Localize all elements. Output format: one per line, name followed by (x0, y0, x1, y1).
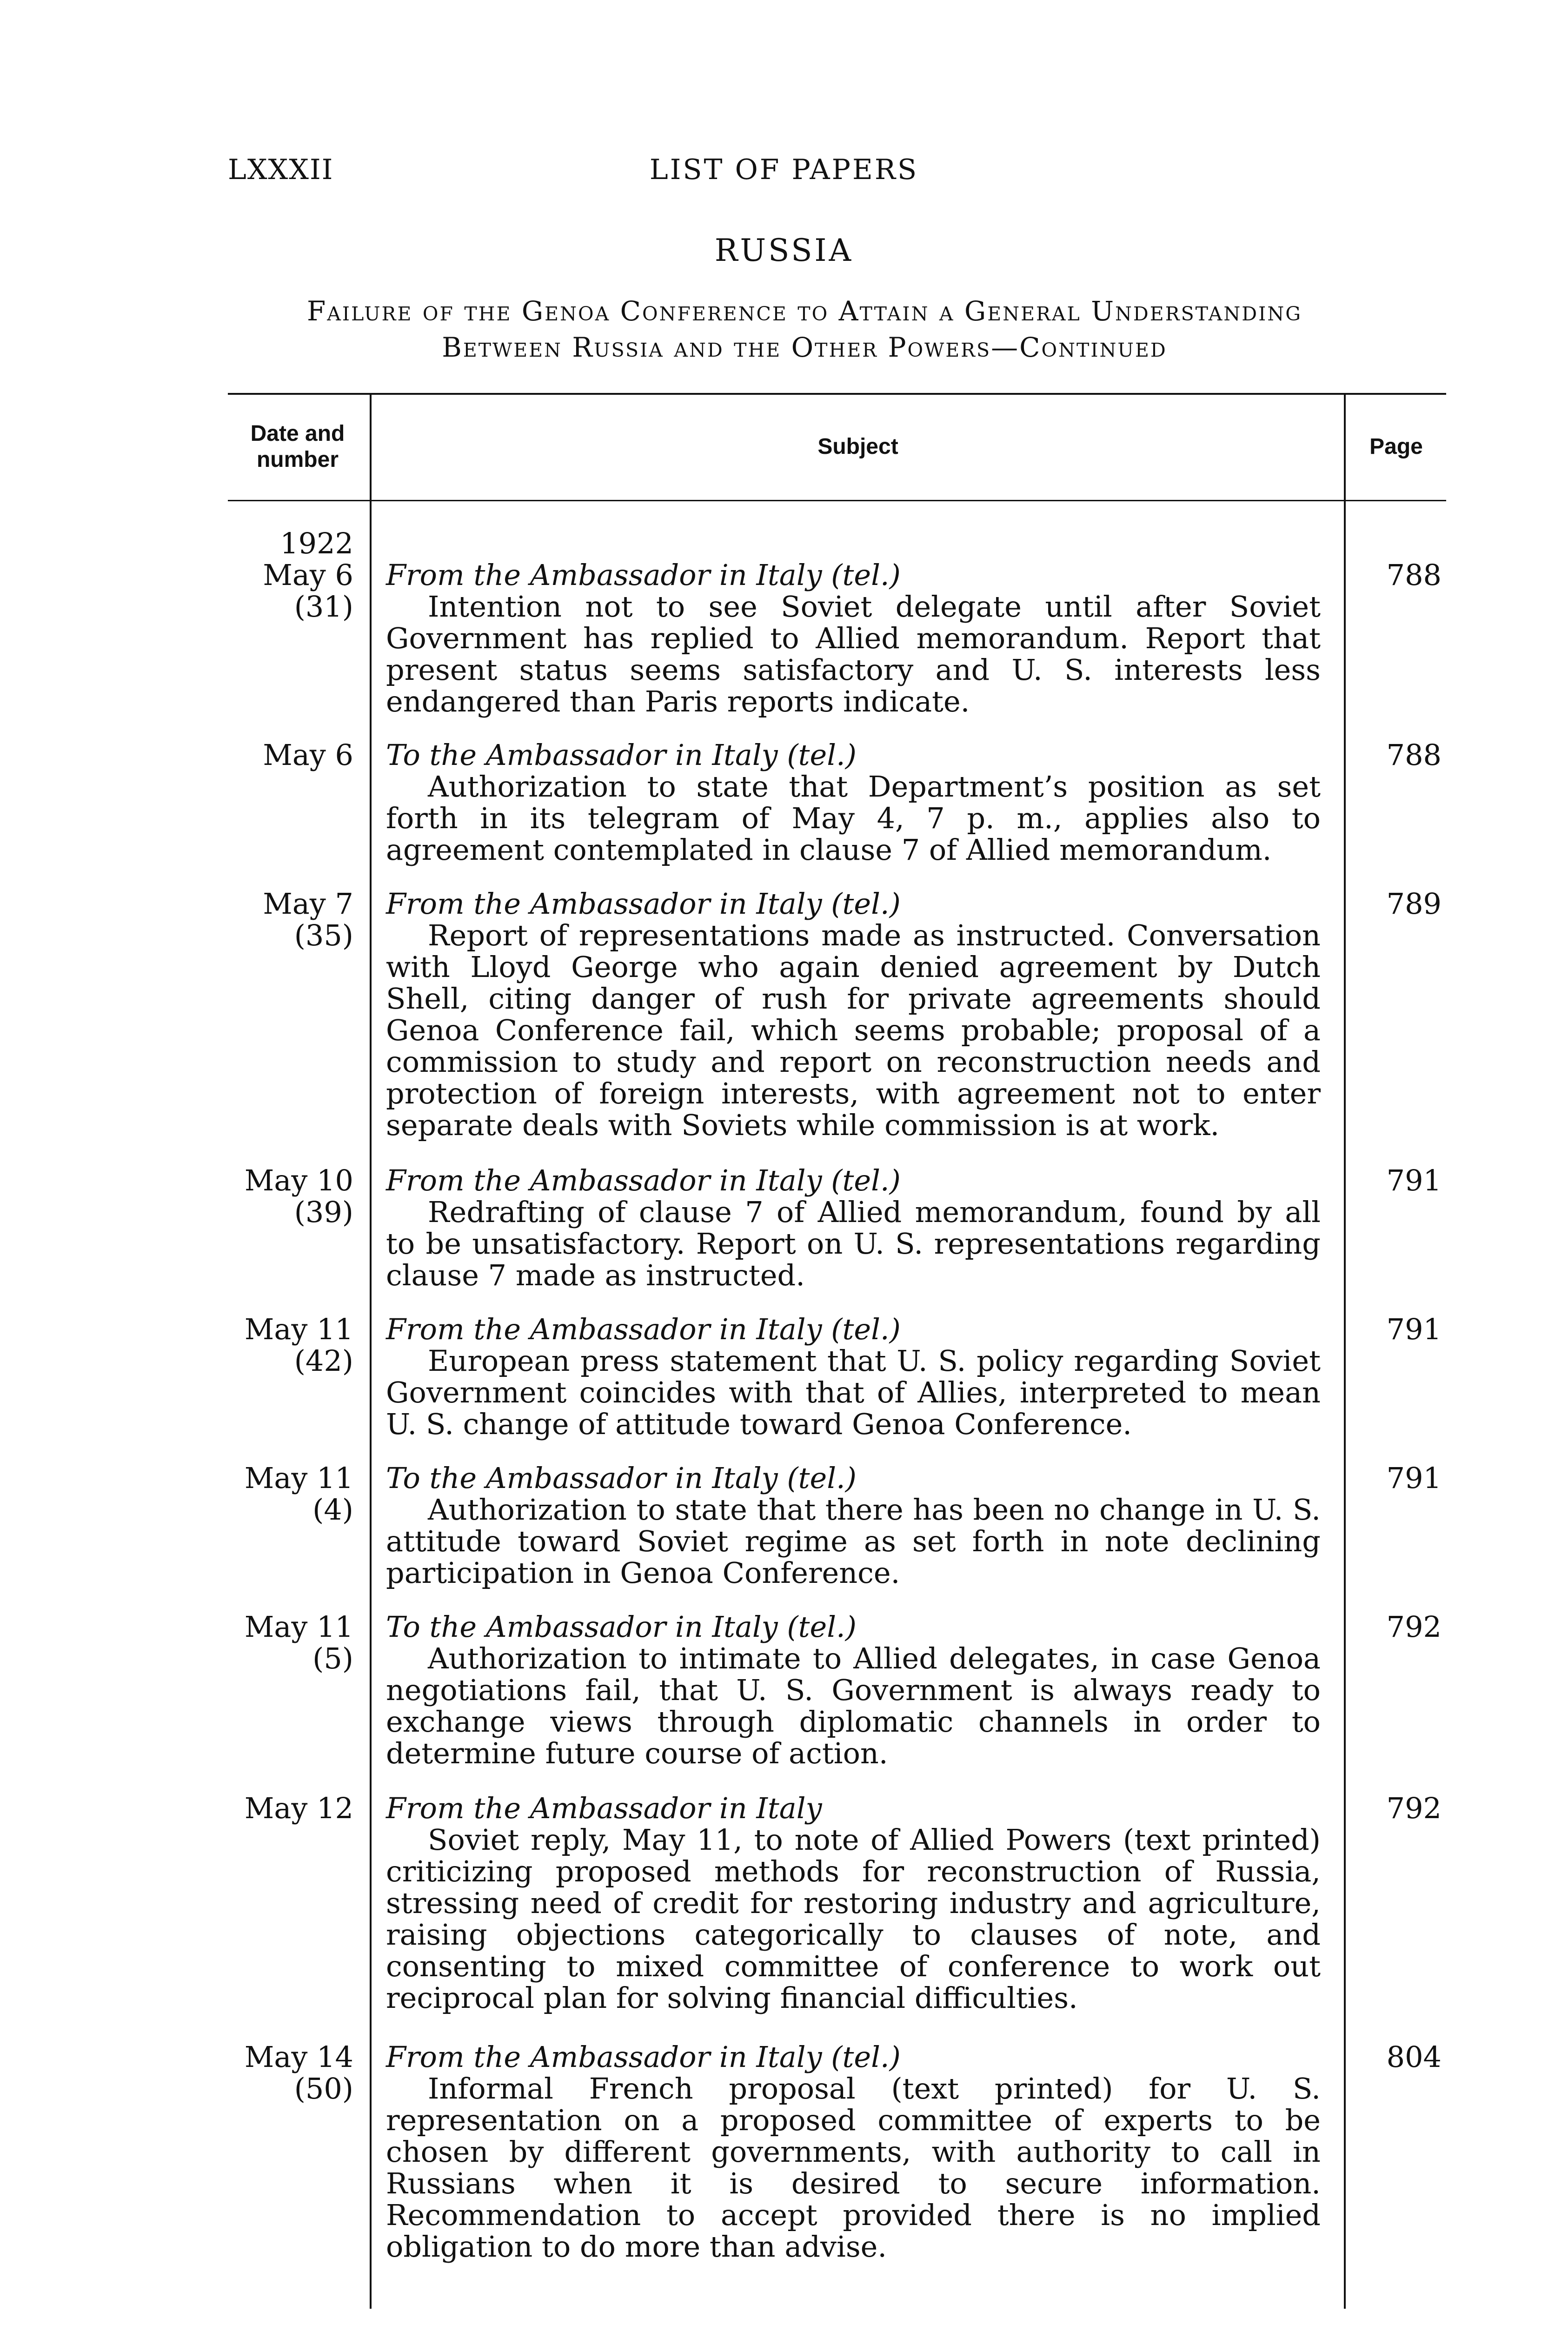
entry-date-text: May 12 (244, 1791, 353, 1825)
entry-source: To the Ambassador in Italy (tel.) (386, 738, 857, 772)
entry-date-text: May 6 (263, 738, 353, 772)
entry-page: 792 (1386, 1610, 1442, 1644)
entry-source: From the Ambassador in Italy (tel.) (386, 2040, 901, 2074)
entry-date-text: May 6 (263, 558, 353, 592)
entry-source: From the Ambassador in Italy (tel.) (386, 1312, 901, 1346)
entry-date (228, 1611, 353, 1674)
column-rule-2 (1344, 393, 1346, 2309)
header-date-number: Date and number (250, 421, 345, 472)
entry-date-text: May 11 (244, 1312, 353, 1346)
entry-description: Intention not to see Soviet delegate until after Soviet Government has replied to Allied memorandum. Report that present status seems satisfactory and U. S. interests less endangered than Paris reports indicate. (386, 590, 1321, 718)
entry-description: Soviet reply, May 11, to note of Allied Powers (text printed) criticizing proposed methods for reconstruction of Russia, stressing need of credit for restoring industry and agriculture, raising objections categorically to clauses of note, and consenting to mixed committee of conference to work out reciprocal plan for solving financial difficulties. (386, 1823, 1321, 2015)
entry-page: 791 (1386, 1461, 1442, 1495)
entry-subject (386, 739, 1321, 866)
entry-description: Authorization to state that there has been no change in U. S. attitude toward Soviet regime as set forth in note declining participation in Genoa Conference. (386, 1493, 1321, 1590)
entry-number: (35) (294, 918, 353, 952)
entry-source: To the Ambassador in Italy (tel.) (386, 1610, 857, 1644)
entry-page: 788 (1386, 558, 1442, 592)
entry-description: Authorization to state that Department’s position as set forth in its telegram of May 4, 7 p. m., applies also to agreement contemplated in clause 7 of Allied memorandum. (386, 770, 1321, 867)
entry-description: Report of representations made as instructed. Conversation with Lloyd George who again denied agreement by Dutch Shell, citing danger of rush for private agreements should Genoa Conference fail, which seems probable; proposal of a commission to study and report on reconstruction needs and protection of foreign interests, with agreement not to enter separate deals with Soviets while commission is at work. (386, 918, 1321, 1142)
entry-date-text: May 10 (244, 1163, 353, 1197)
subtitle-line-2: Between Russia and the Other Powers—Continued (442, 332, 1167, 363)
entry-description: Informal French proposal (text printed) for U. S. representation on a proposed committee of experts to be chosen by different governments, with authority to call in Russians when it is desired to secure information. Recommendation to accept provided there is no implied obligation to do more than advise. (386, 2072, 1321, 2264)
entry-subject (386, 2041, 1321, 2263)
table-header-rule (228, 500, 1446, 501)
entry-date (228, 1793, 353, 1824)
entry-date (228, 888, 353, 951)
table-top-rule (228, 393, 1446, 395)
entry-date (228, 1314, 353, 1377)
entry-description: Redrafting of clause 7 of Allied memorandum, found by all to be unsatisfactory. Report on U. S. representations regarding clause 7 made as instructed. (386, 1195, 1321, 1292)
entry-subject (386, 1793, 1321, 2014)
entry-subject (386, 888, 1321, 1141)
entry-date (228, 1165, 353, 1228)
column-rule-1 (370, 393, 372, 2309)
entry-source: From the Ambassador in Italy (tel.) (386, 1163, 901, 1197)
entry-source: To the Ambassador in Italy (tel.) (386, 1461, 857, 1495)
entry-date (228, 739, 353, 771)
entry-source: From the Ambassador in Italy (386, 1791, 822, 1825)
entry-date (228, 2041, 353, 2105)
entry-number: (42) (294, 1344, 353, 1378)
subtitle-line-1: Failure of the Genoa Conference to Attain a General Understanding (307, 295, 1302, 327)
entry-source: From the Ambassador in Italy (tel.) (386, 558, 901, 592)
entry-description: Authorization to intimate to Allied delegates, in case Genoa negotiations fail, that U. S. Government is always ready to exchange views through diplomatic channels in order to determine future course of action. (386, 1641, 1321, 1770)
entry-date-text: May 11 (244, 1461, 353, 1495)
entry-number: (5) (312, 1641, 353, 1675)
entry-page: 788 (1386, 738, 1442, 772)
header-page: Page (1369, 434, 1423, 459)
page-folio: LXXXII (228, 153, 334, 186)
entry-page: 792 (1386, 1791, 1442, 1825)
entry-subject (386, 1314, 1321, 1440)
entry-number: (50) (294, 2072, 353, 2106)
section-title: RUSSIA (714, 232, 854, 268)
entry-subject (386, 1611, 1321, 1769)
entry-date-text: May 14 (244, 2040, 353, 2074)
entry-number: (4) (312, 1493, 353, 1527)
entry-page: 804 (1386, 2040, 1442, 2074)
entry-page: 789 (1386, 887, 1442, 921)
entry-subject (386, 1462, 1321, 1589)
entry-page: 791 (1386, 1163, 1442, 1197)
entry-date-text: May 7 (263, 887, 353, 921)
entry-subject (386, 1165, 1321, 1291)
entry-date-text: May 11 (244, 1610, 353, 1644)
entry-date (228, 559, 353, 623)
running-title: LIST OF PAPERS (649, 153, 919, 186)
entry-source: From the Ambassador in Italy (tel.) (386, 887, 901, 921)
papers-table (228, 393, 1446, 2309)
entry-date (228, 1462, 353, 1526)
entry-description: European press statement that U. S. policy regarding Soviet Government coincides with that of Allies, interpreted to mean U. S. change of attitude toward Genoa Conference. (386, 1344, 1321, 1441)
entry-page: 791 (1386, 1312, 1442, 1346)
year-label: 1922 (280, 526, 353, 560)
entry-subject (386, 559, 1321, 717)
entry-number: (31) (294, 590, 353, 624)
header-subject: Subject (817, 434, 898, 459)
section-subtitle (153, 293, 1455, 365)
running-head (0, 153, 1568, 195)
entry-number: (39) (294, 1195, 353, 1229)
